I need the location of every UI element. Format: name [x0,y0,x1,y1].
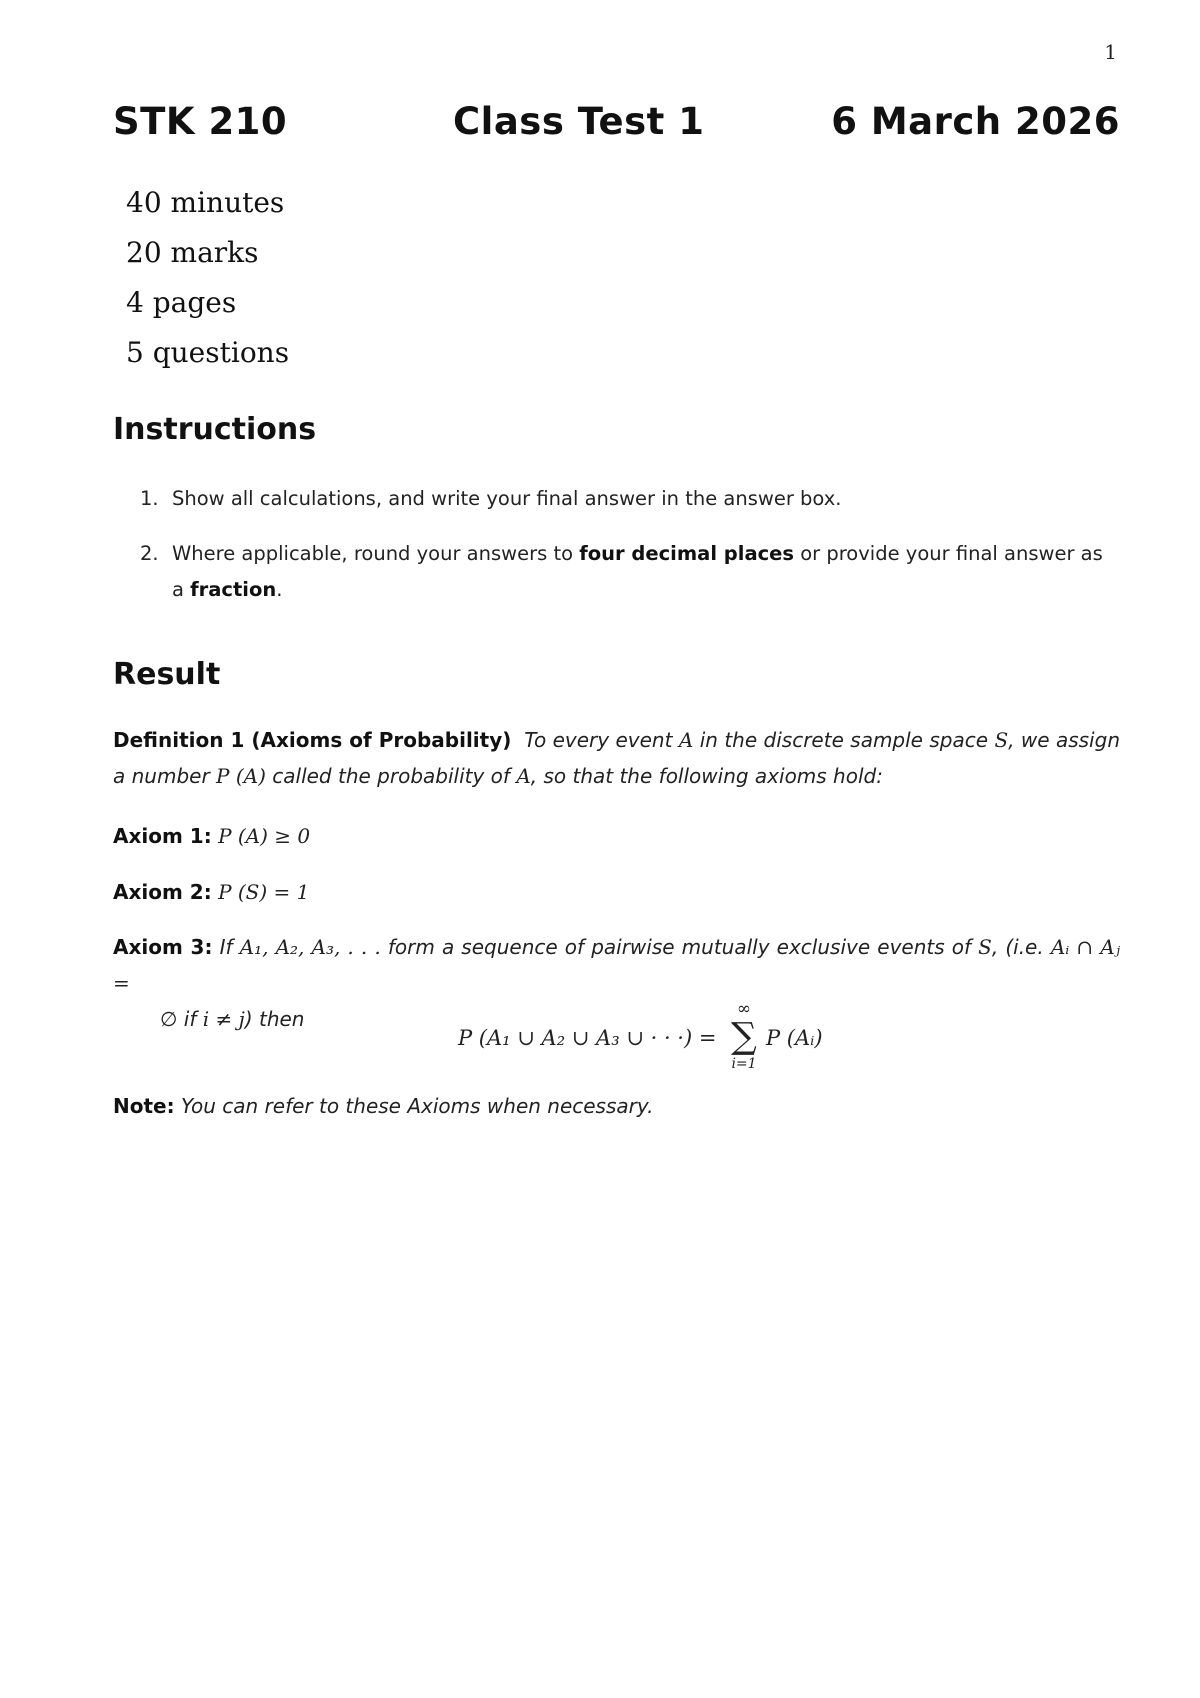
note-text: You can refer to these Axioms when necessary. [180,1094,654,1118]
axiom-text: ) then [244,1007,305,1031]
axiom-text: form a sequence of pairwise mutually exclusive events of [380,935,979,959]
axiom-2 [113,874,1120,910]
test-meta [126,178,289,378]
instruction-number: 2. [140,542,159,565]
definition-text: , we assign a number [113,728,1120,788]
summation-symbol [726,1000,762,1072]
note [113,1088,1120,1124]
page-number: 1 [1104,40,1117,64]
note-label: Note: [113,1094,175,1118]
empty-set-symbol: ∅ [160,1007,178,1031]
axiom-label: Axiom 2: [113,880,212,904]
symbol-pa: P (A) [216,764,266,788]
course-code: STK 210 [113,100,288,143]
event-sequence: A₁, A₂, A₃, . . . [239,935,381,959]
page-count: 4 pages [126,286,237,319]
duration: 40 minutes [126,186,285,219]
result-heading: Result [113,657,221,692]
definition-block [113,722,1120,794]
axiom-1 [113,818,1120,854]
symbol-a: A [678,728,694,752]
index-condition: i ≠ j [202,1007,245,1031]
test-header [113,100,1120,160]
instruction-text: or provide your final answer as a [172,542,1103,601]
sum-lower-limit: i=1 [731,1056,757,1072]
test-title: Class Test 1 [453,100,705,143]
equation-rhs: P (Aᵢ) [766,1026,823,1050]
symbol-a: A [516,764,531,788]
instruction-text: Show all calculations, and write your final answer in the answer box. [172,487,842,510]
emphasis-decimal-places: four decimal places [579,542,794,565]
definition-label: Definition 1 (Axioms of Probability) [113,728,512,752]
instruction-item [140,536,1120,608]
instruction-number: 1. [140,487,159,510]
sigma-icon: ∑ [731,1016,757,1057]
axiom-3 [113,929,1120,1037]
emphasis-fraction: fraction [190,578,277,601]
axiom-formula: P (A) ≥ 0 [218,824,311,848]
definition-text: called the probability of [265,764,517,788]
test-date: 6 March 2026 [831,100,1120,143]
instructions-list [140,481,1120,627]
symbol-s: S [994,728,1009,752]
symbol-s: S [978,935,992,959]
axiom-text: if [177,1007,203,1031]
sum-upper-limit: ∞ [736,999,752,1019]
instruction-text: Where applicable, round your answers to [172,542,580,565]
axiom-text: If [219,935,240,959]
intersection-expr: Aᵢ ∩ Aⱼ = [113,935,1121,995]
definition-text: , so that the following axioms hold: [530,764,883,788]
total-marks: 20 marks [126,236,259,269]
definition-text: To every event [524,728,679,752]
axiom-label: Axiom 3: [113,935,213,959]
question-count: 5 questions [126,336,290,369]
axiom-formula: P (S) = 1 [218,880,310,904]
instruction-text: . [276,578,283,601]
axiom-label: Axiom 1: [113,824,212,848]
axiom-text: , (i.e. [991,935,1051,959]
instructions-heading: Instructions [113,412,317,447]
instruction-item [140,481,1120,517]
equation-lhs: P (A₁ ∪ A₂ ∪ A₃ ∪ · · ·) = [458,1026,717,1050]
definition-text: in the discrete sample space [693,728,995,752]
